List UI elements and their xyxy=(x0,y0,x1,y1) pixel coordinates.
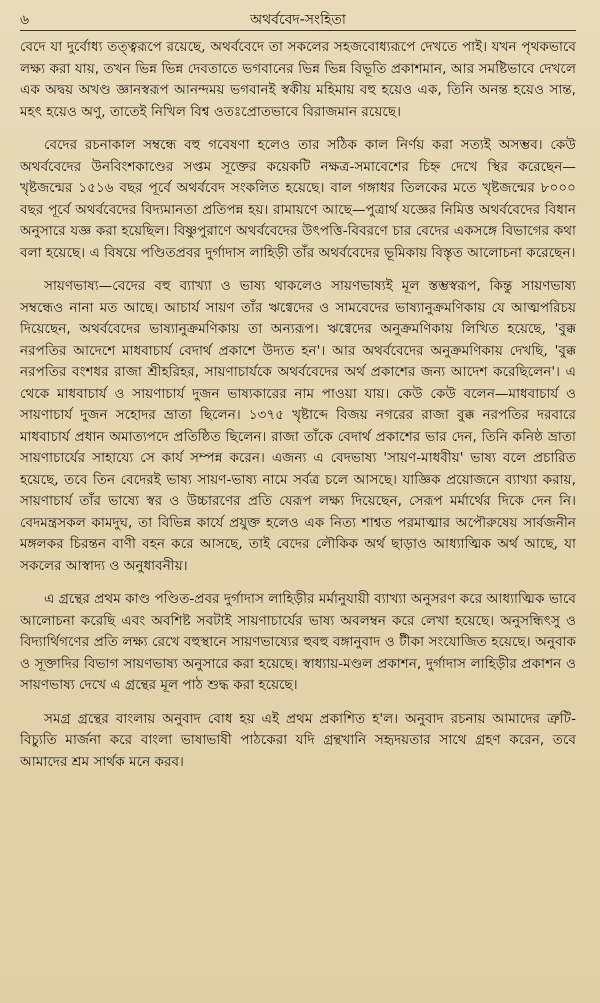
paragraph-5: সমগ্র গ্রন্থের বাংলায় অনুবাদ বোধ হয় এই প্রথম প্রকাশিত হ'ল। অনুবাদ রচনায় আমাদের ত্রুটি-বিচ্যুতি মার্জনা করে বাংলা ভাষাভাষী পাঠকেরা যদি গ্রন্থখানি সহৃদয়তার সাথে গ্রহণ করেন, তবে আমাদের শ্রম সার্থক মনে করব। xyxy=(20,710,576,770)
paragraph-1: বেদে যা দুর্বোধ্য তত্ত্বরূপে রয়েছে, অথর্ববেদে তা সকলের সহজবোধ্যরূপে দেখতে পাই। যখন পৃথকভাবে লক্ষ্য করা যায়, তখন ভিন্ন ভিন্ন দেবতাতে ভগবানের ভিন্ন ভিন্ন বিভূতি প্রকাশমান, আর সমষ্টিভাবে দেখলে এক অদ্বয় অখণ্ড জ্ঞানস্বরূপ আনন্দময় ভগবানই স্বকীয় মহিমায় বহু হয়েও এক, তিনি অনন্ত হয়েও সান্ত, মহৎ হয়েও অণু, তাতেই নিখিল বিশ্ব ওতঃপ্রোতভাবে বিরাজমান রয়েছে। xyxy=(20,39,576,120)
paragraph-4: এ গ্রন্থের প্রথম কাণ্ড পণ্ডিত-প্রবর দুর্গাদাস লাহিড়ীর মর্মানুযায়ী ব্যাখ্যা অনুসরণ করে আধ্যাত্মিক ভাবে আলোচনা করেছি এবং অবশিষ্ট সবটাই সায়ণাচার্যের ভাষ্য অবলম্বন করে লেখা হয়েছে। অনুসন্ধিৎসু ও বিদ্যার্থিগণের প্রতি লক্ষ্য রেখে বহুস্থানে সায়ণভাষ্যের হুবহু বঙ্গানুবাদ ও টীকা সংযোজিত হয়েছে। অনুবাক ও সূক্তাদির বিভাগ সায়ণভাষ্য অনুসারে করা হয়েছে। স্বাধ্যায়-মণ্ডল প্রকাশন, দুর্গাদাস লাহিড়ীর প্রকাশন ও সায়ণভাষ্য দেখে এ গ্রন্থের মূল পাঠ শুদ্ধ করা হয়েছে। xyxy=(20,591,576,693)
running-title: অথর্ববেদ-সংহিতা xyxy=(249,12,346,28)
paragraph-3: সায়ণভাষ্য—বেদের বহু ব্যাখ্যা ও ভাষ্য থাকলেও সায়ণভাষ্যই মূল স্তম্ভস্বরূপ, কিন্তু সায়ণভাষ্য সম্বন্ধেও নানা মত আছে। আচার্য সায়ণ তাঁর ঋগ্বেদের ও সামবেদের ভাষ্যানুক্রমণিকায় যে আত্মপরিচয় দিয়েছেন, অথর্ববেদের ভাষ্যানুক্রমণিকায় তা অন্যরূপ। ঋগ্বেদের অনুক্রমণিকায় লিখিত হয়েছে, 'বুক্ক নরপতির আদেশে মাধবাচার্য বেদার্থ প্রকাশে উদ্যত হন'। আর অথর্ববেদের অনুক্রমণিকায় দেখছি, 'বুক্ক নরপতির বংশধর রাজা শ্রীহরিহর, সায়ণাচার্যকে অথর্ববেদের অর্থ প্রকাশের জন্য আদেশ করেছিলেন'। এ থেকে মাধবাচার্য ও সায়ণাচার্য দুজন ভাষ্যকারের নাম পাওয়া যায়। কেউ কেউ বলেন—মাধবাচার্য ও সায়ণাচার্য দুজন সহোদর ভ্রাতা ছিলেন। ১৩৭৫ খৃষ্টাব্দে বিজয় নগরের রাজা বুক্ক নরপতির দরবারে মাধবাচার্য প্রধান অমাত্যপদে প্রতিষ্ঠিত ছিলেন। রাজা তাঁকে বেদার্থ প্রকাশের ভার দেন, তিনি কনিষ্ঠ ভ্রাতা সায়ণাচার্যের সাহায্যে সে কার্য সম্পন্ন করেন। এজন্য এ বেদভাষ্য 'সায়ণ-মাধবীয়' ভাষ্য বলে প্রচারিত হয়েছে, তবে তিন বেদেরই ভাষ্য সায়ণ-ভাষ্য নামে সর্বত্র চলে আসছে। যাজ্ঞিক প্রয়োজনে ব্যাখ্যা করায়, সায়ণাচার্য তাঁর ভাষ্যে স্বর ও উচ্চারণের প্রতি যেরূপ লক্ষ্য দিয়েছেন, সেরূপ মর্মার্থের দিকে দেন নি। বেদমন্ত্রসকল কামদুঘ, তা বিভিন্ন কার্যে প্রযুক্ত হলেও এক নিত্য শাশ্বত পরমাত্মার অপৌরুষেয় সার্বজনীন মঙ্গলকর চিরন্তন বাণী বহন করে আসছে, তাই বেদের লৌকিক অর্থ ছাড়াও আধ্যাত্মিক অর্থ আছে, যা সকলের আস্বাদ্য ও অনুধাবনীয়। xyxy=(20,278,576,574)
paragraph-2: বেদের রচনাকাল সম্বন্ধে বহু গবেষণা হলেও তার সঠিক কাল নির্ণয় করা সত্যই অসম্ভব। কেউ অথর্ববেদের উনবিংশকাণ্ডের সপ্তম সূক্তের কয়েকটি নক্ষত্র-সমাবেশের চিহ্ন দেখে স্থির করেছেন—খৃষ্টজন্মের ১৫১৬ বছর পূর্বে অথর্ববেদ সংকলিত হয়েছে। বাল গঙ্গাধর তিলকের মতে খৃষ্টজন্মের ৮০০০ বছর পূর্বে অথর্ববেদের বিদ্যমানতা প্রতিপন্ন হয়। রামায়ণে আছে—পুত্রার্থ যজ্ঞের নিমিত্ত অথর্ববেদের বিধান অনুসারে যজ্ঞ করা হয়েছিল। বিষ্ণুপুরাণে অথর্ববেদের উৎপত্তি-বিবরণে চার বেদের একসঙ্গে বিভাগের কথা বলা হয়েছে। এ বিষয়ে পণ্ডিতপ্রবর দুর্গাদাস লাহিড়ী তাঁর অথর্ববেদের ভূমিকায় বিস্তৃত আলোচনা করেছেন। xyxy=(20,137,576,261)
page-number: ৬ xyxy=(20,12,30,28)
page-header xyxy=(20,6,576,31)
